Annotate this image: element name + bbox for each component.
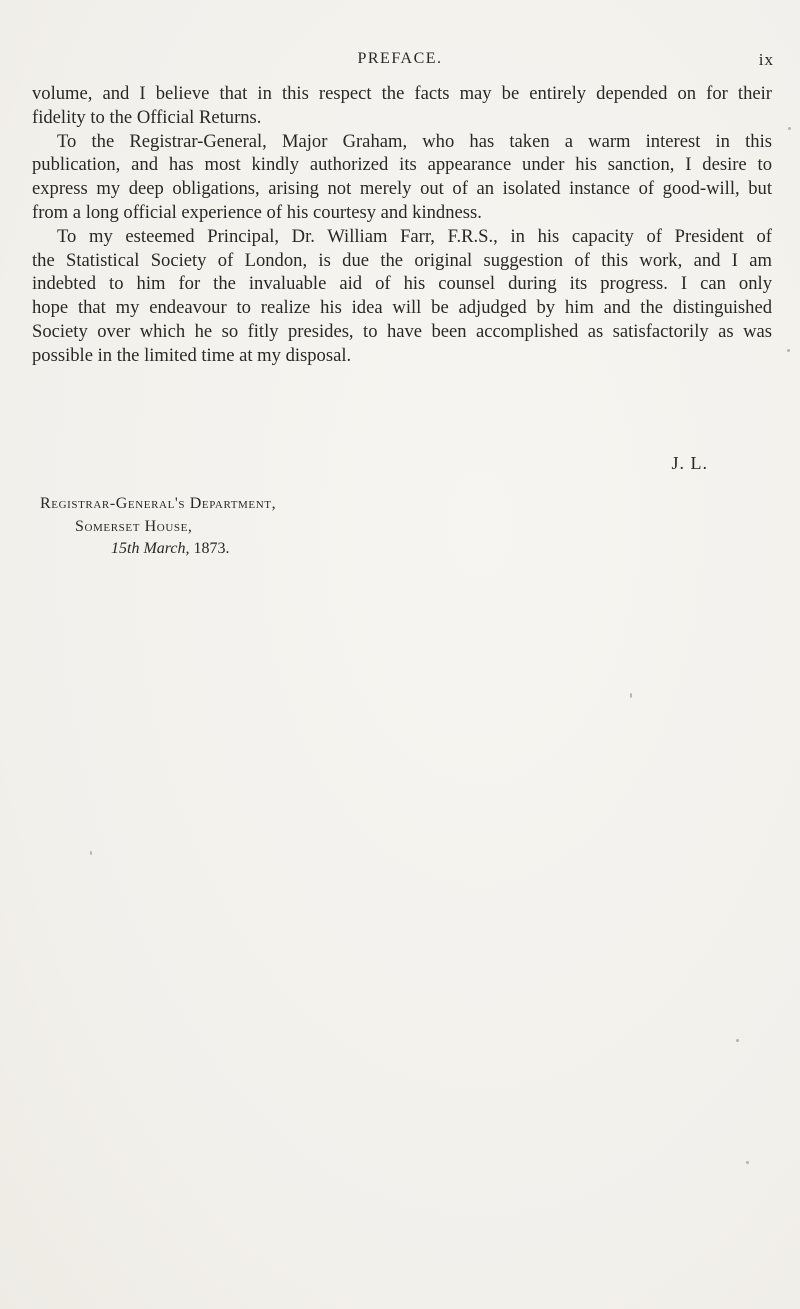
text-line: publication, and has most kindly authorized its appearance under his sanction, I desire to xyxy=(32,154,772,176)
text-line: from a long official experience of his courtesy and kindness. xyxy=(32,201,482,223)
paper-speck xyxy=(90,851,92,855)
signature-initials: J. L. xyxy=(671,453,708,473)
paper-speck xyxy=(788,127,791,130)
text-line: the Statistical Society of London, is due the original suggestion of this work, and I am xyxy=(32,249,772,271)
running-head xyxy=(0,50,800,74)
text-line: fidelity to the Official Returns. xyxy=(32,106,262,128)
text-line: Society over which he so fitly presides, to have been accomplished as satisfactorily as was xyxy=(32,320,772,342)
dateline-house: Somerset House, xyxy=(75,517,193,535)
dateline xyxy=(40,493,276,561)
dateline-date xyxy=(40,538,276,561)
dateline-day: 15th March, xyxy=(111,540,190,557)
text-line: To the Registrar-General, Major Graham, who has taken a warm interest in this xyxy=(57,130,772,152)
text-line: To my esteemed Principal, Dr. William Farr, F.R.S., in his capacity of President of xyxy=(57,225,772,247)
text-line: hope that my endeavour to realize his idea will be adjudged by him and the distinguished xyxy=(32,297,772,319)
paper-speck xyxy=(630,693,632,698)
preface-body xyxy=(32,82,772,368)
page-number: ix xyxy=(758,50,774,69)
paper-speck xyxy=(746,1161,749,1164)
text-line: express my deep obligations, arising not merely out of an isolated instance of good-will, but xyxy=(32,178,772,200)
dateline-year: 1873. xyxy=(189,540,230,557)
text-line: volume, and I believe that in this respect the facts may be entirely depended on for their xyxy=(32,83,772,104)
paper-speck xyxy=(787,349,790,352)
paper-speck xyxy=(736,1039,739,1042)
running-title: PREFACE. xyxy=(357,50,443,67)
text-line: indebted to him for the invaluable aid of his counsel during its progress. I can only xyxy=(32,273,772,295)
text-line: possible in the limited time at my disposal. xyxy=(32,344,352,366)
dateline-department: Registrar-General's Department, xyxy=(40,495,277,512)
